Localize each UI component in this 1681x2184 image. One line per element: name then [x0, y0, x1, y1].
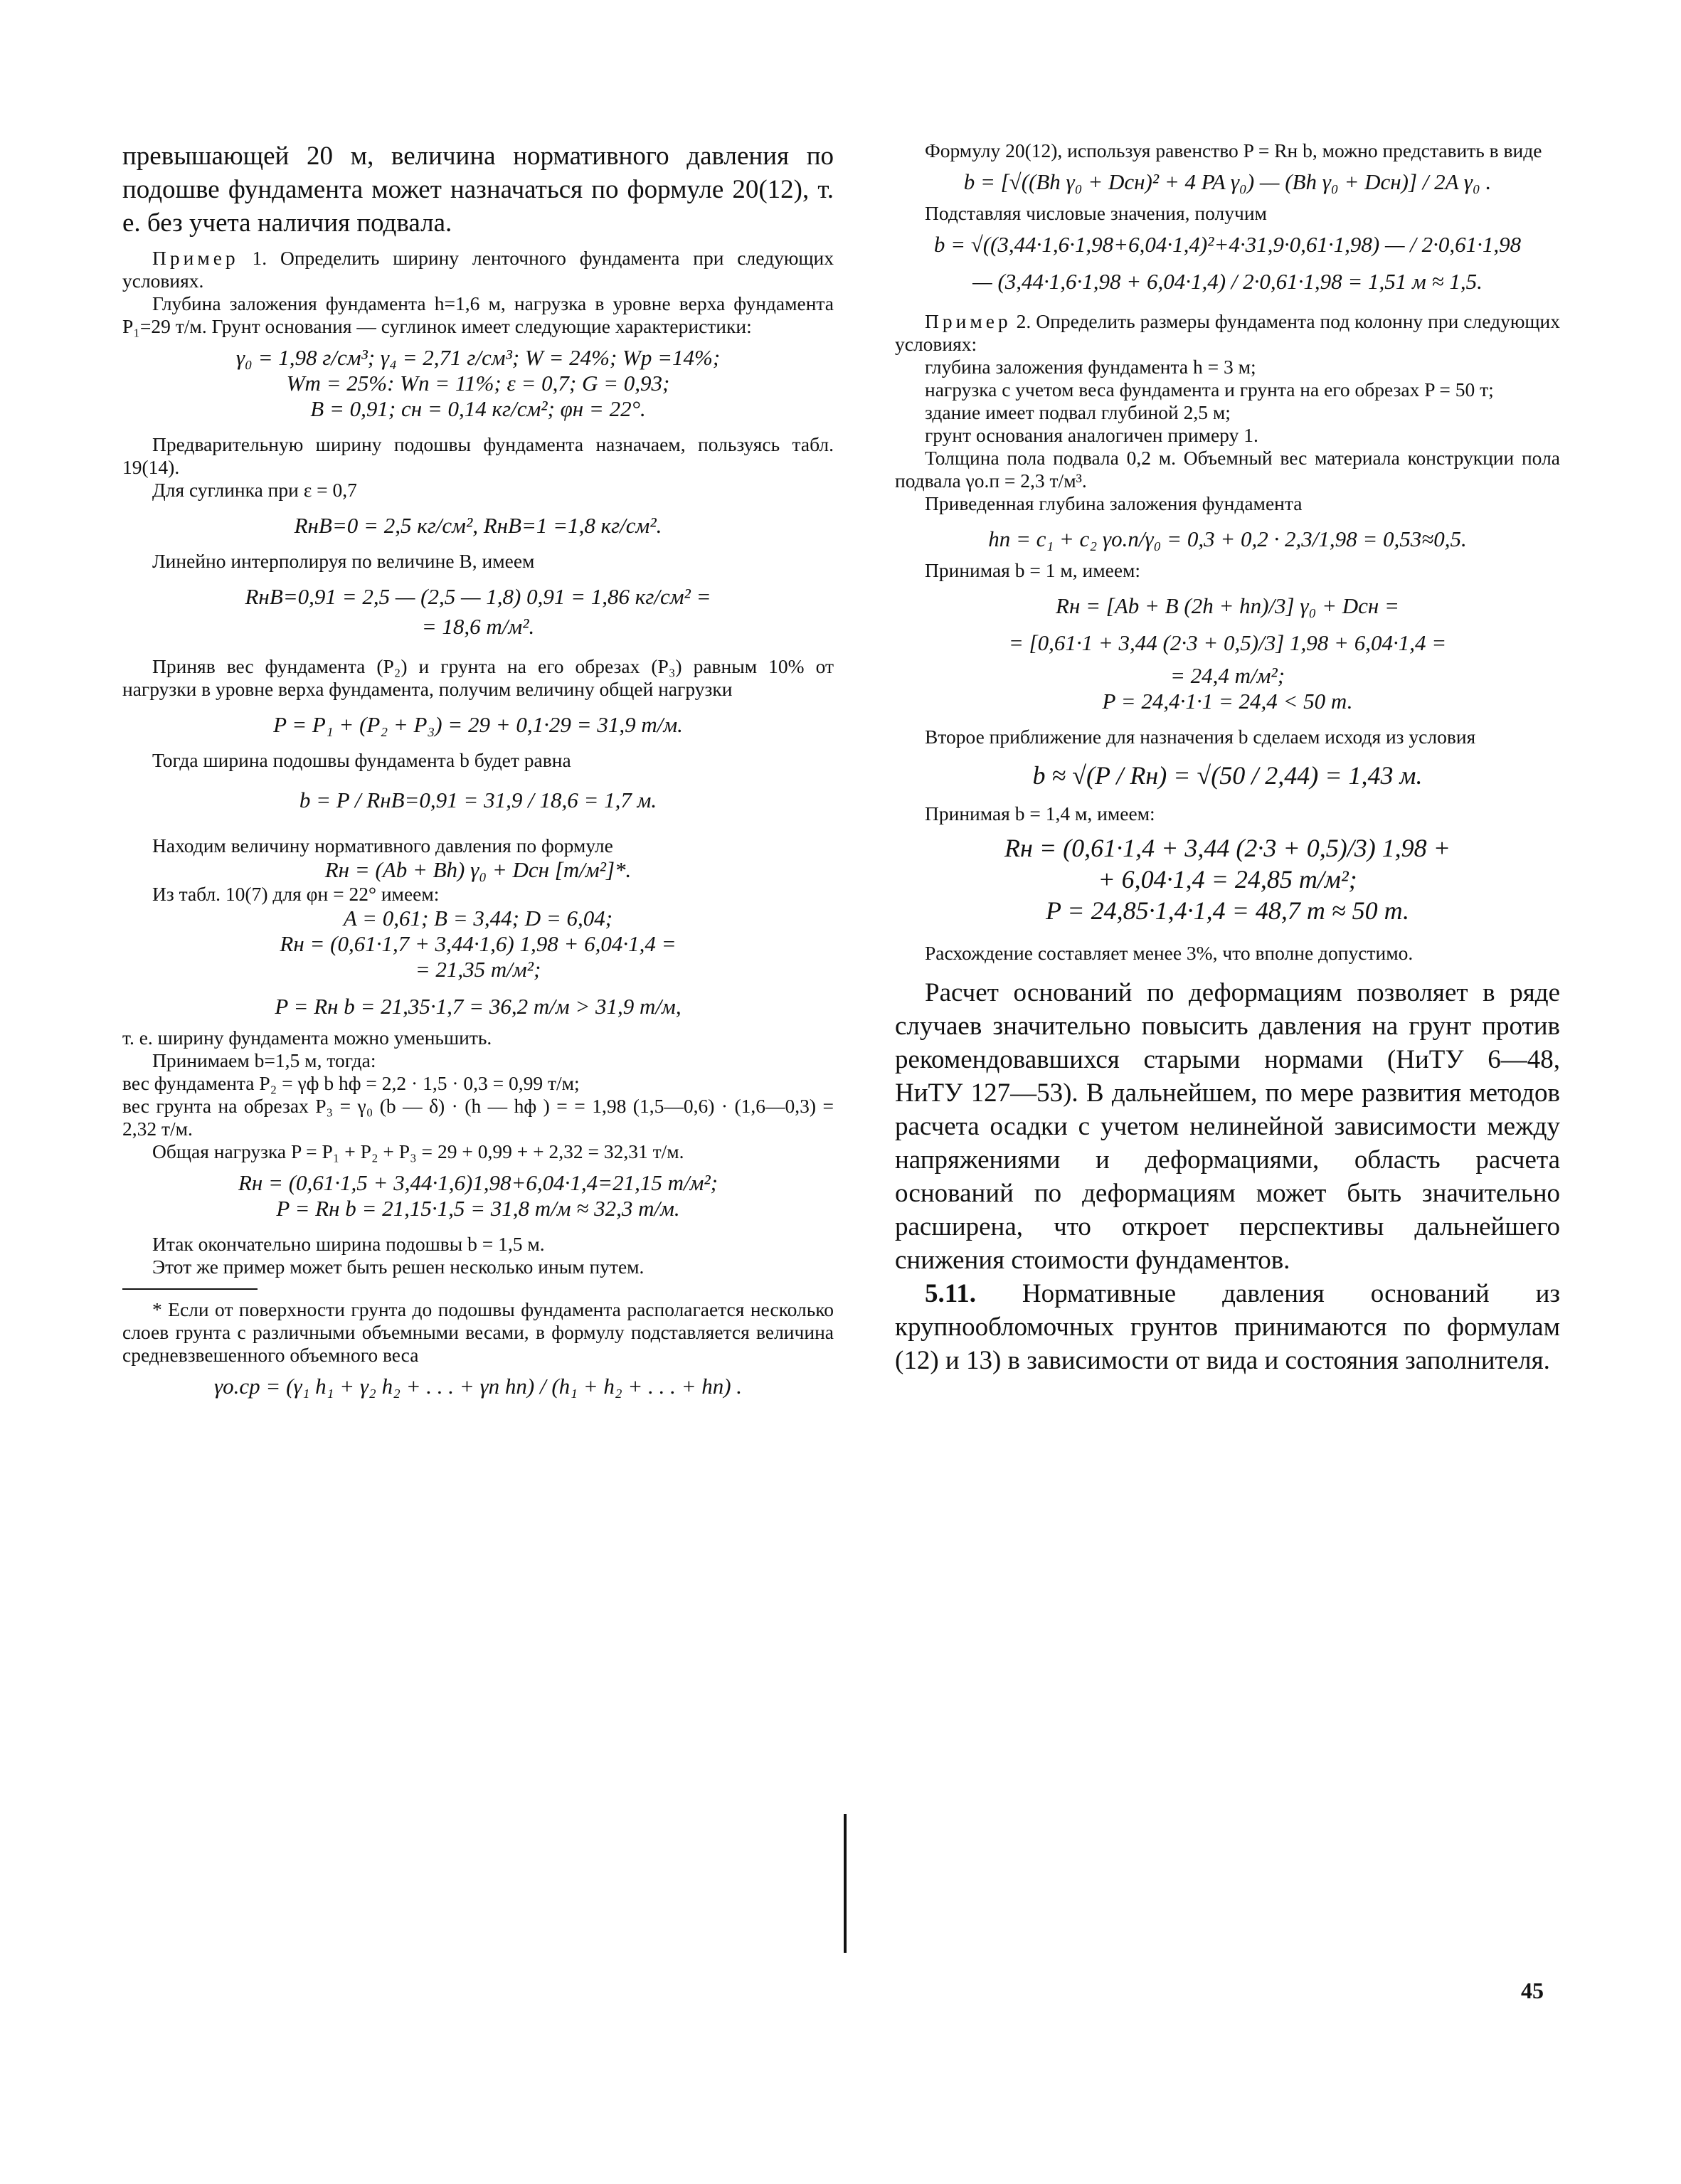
- page-number: 45: [1521, 1978, 1544, 2003]
- equation-footnote-weighted-average: γо.ср = (γ₁ h₁ + γ₂ h₂ + . . . + γn hn) / (h₁ + h₂ + . . . + hn) .: [213, 1374, 743, 1399]
- alternative-path-text: Этот же пример может быть решен несколько иным путем.: [152, 1256, 645, 1278]
- second-approx-text: Второе приближение для назначения b сделаем исходя из условия: [925, 726, 1476, 748]
- equation-rn-first-b: = 21,35 т/м²;: [415, 957, 541, 982]
- equation-interpolation-1: RнB=0,91 = 2,5 — (2,5 — 1,8) 0,91 = 1,86 кг/см² =: [245, 584, 711, 609]
- condition-soil: грунт основания аналогичен примеру 1.: [925, 424, 1258, 446]
- footnote-text: * Если от поверхности грунта до подошвы фундамента располагается несколько слоев грунта с различными объемными весами, в формулу подставляется величина средневзвешенного объемного веса: [122, 1298, 834, 1366]
- soil-weight-text: вес грунта на обрезах P₃ = γ₀ (b — δ) · (h — hф ) = = 1,98 (1,5—0,6) · (1,6—0,3) = 2,32 т/м.: [122, 1095, 834, 1140]
- accept-b14-text: Принимая b = 1,4 м, имеем:: [925, 802, 1155, 825]
- interpolation-text: Линейно интерполируя по величине B, имеем: [152, 550, 535, 572]
- equation-total-load: P = P₁ + (P₂ + P₃) = 29 + 0,1·29 = 31,9 т/м.: [273, 712, 683, 737]
- equation-interpolation-2: = 18,6 т/м².: [421, 614, 535, 639]
- margin-change-bar: [844, 1814, 847, 1953]
- section-text: Нормативные давления оснований из крупнообломочных грунтов принимаются по формулам (12) и 13) в зависимости от вида и состояния заполнителя.: [895, 1279, 1560, 1375]
- equation-rn-numeric: = [0,61·1 + 3,44 (2·3 + 0,5)/3] 1,98 + 6,04·1,4 =: [1008, 630, 1447, 655]
- condition-basement: здание имеет подвал глубиной 2,5 м;: [925, 401, 1231, 423]
- equation-p-fourth: P = 24,85·1,4·1,4 = 48,7 т ≈ 50 т.: [1045, 896, 1410, 925]
- table-reference-text: Из табл. 10(7) для φн = 22° имеем:: [152, 883, 440, 905]
- accept-b1-text: Принимая b = 1 м, имеем:: [925, 559, 1141, 581]
- width-intro-text: Тогда ширина подошвы фундамента b будет равна: [152, 749, 571, 771]
- normative-pressure-text: Находим величину нормативного давления по формуле: [152, 834, 613, 857]
- substitution-text: Подставляя числовые значения, получим: [925, 202, 1267, 224]
- deformation-calc-paragraph: Расчет оснований по деформациям позволяет в ряде случаев значительно повысить давления на грунт против рекомендовавшихся старыми нормами (НиТУ 6—48, НиТУ 127—53). В дальнейшем, по мере развития методов расчета осадки с учетом нелинейной зависимости между напряжениями и деформациями, область расчета оснований по деформациям может быть значительно расширена, что откроет перспективы дальнейшего снижения стоимости фундаментов.: [895, 978, 1560, 1275]
- reduced-depth-text: Приведенная глубина заложения фундамента: [925, 492, 1303, 514]
- equation-reduced-depth: hп = c₁ + c₂ γо.п/γ₀ = 0,3 + 0,2 · 2,3/1,98 = 0,53≈0,5.: [988, 526, 1467, 551]
- equation-b-numeric-1: b = √((3,44·1,6·1,98+6,04·1,4)²+4·31,9·0,61·1,98) — / 2·0,61·1,98: [933, 232, 1522, 257]
- reduce-width-text: т. е. ширину фундамента можно уменьшить.: [122, 1027, 492, 1049]
- total-load-recalc-text: Общая нагрузка P = P₁ + P₂ + P₃ = 29 + 0,99 + + 2,32 = 32,31 т/м.: [152, 1140, 684, 1162]
- condition-depth: глубина заложения фундамента h = 3 м;: [925, 356, 1256, 378]
- example1-heading: [122, 247, 834, 292]
- footnote-divider: [122, 1288, 258, 1290]
- equation-p-first: P = Rн b = 21,35·1,7 = 36,2 т/м > 31,9 т/м,: [275, 994, 682, 1019]
- example1-label: Пример: [152, 247, 239, 269]
- example1-conditions: Глубина заложения фундамента h=1,6 м, нагрузка в уровне верха фундамента P₁=29 т/м. Грунт основания — суглинок имеет следующие характеристики:: [122, 292, 834, 337]
- left-column: [122, 139, 834, 1399]
- equation-normative-formula: Rн = (Ab + Bh) γ₀ + Dcн [т/м²]*.: [324, 857, 632, 882]
- right-column: [895, 139, 1560, 1377]
- equation-rn-b14-a: Rн = (0,61·1,4 + 3,44 (2·3 + 0,5)/3) 1,98 +: [1004, 834, 1451, 862]
- equation-p-second: P = Rн b = 21,15·1,5 = 31,8 т/м ≈ 32,3 т/м.: [276, 1196, 680, 1221]
- section-number: 5.11.: [925, 1279, 976, 1308]
- equation-b-general: b = [√((Bh γ₀ + Dcн)² + 4 PA γ₀) — (Bh γ₀ + Dcн)] / 2A γ₀ .: [963, 169, 1492, 194]
- equation-rn-second: Rн = (0,61·1,5 + 3,44·1,6)1,98+6,04·1,4=21,15 т/м²;: [238, 1170, 718, 1195]
- equation-rn-b14-b: + 6,04·1,4 = 24,85 т/м²;: [1098, 865, 1357, 894]
- accept-width-text: Принимаем b=1,5 м, тогда:: [152, 1049, 376, 1071]
- total-load-text: Приняв вес фундамента (P₂) и грунта на его обрезах (P₃) равным 10% от нагрузки в уровне верха фундамента, получим величину общей нагрузки: [122, 655, 834, 700]
- equation-rn-first-a: Rн = (0,61·1,7 + 3,44·1,6) 1,98 + 6,04·1,4 =: [280, 931, 677, 956]
- intro-paragraph: превышающей 20 м, величина нормативного давления по подошве фундамента может назначаться по формуле 20(12), т. е. без учета наличия подвала.: [122, 142, 834, 238]
- equation-b-approx: b ≈ √(P / Rн) = √(50 / 2,44) = 1,43 м.: [1032, 761, 1423, 790]
- floor-thickness-text: Толщина пола подвала 0,2 м. Объемный вес материала конструкции пола подвала γо.п = 2,3 т/м³.: [895, 447, 1560, 492]
- final-width-text: Итак окончательно ширина подошвы b = 1,5 м.: [152, 1233, 545, 1255]
- example2-label: Пример: [925, 310, 1012, 332]
- for-loam-text: Для суглинка при ε = 0,7: [152, 479, 357, 501]
- condition-load: нагрузка с учетом веса фундамента и грунта на его обрезах P = 50 т;: [925, 378, 1494, 401]
- formula-intro-text: Формулу 20(12), используя равенство P = Rн b, можно представить в виде: [925, 139, 1542, 161]
- equation-width-b: b = P / RнB=0,91 = 31,9 / 18,6 = 1,7 м.: [299, 788, 657, 812]
- soil-characteristics-line3: B = 0,91; cн = 0,14 кг/см²; φн = 22°.: [310, 396, 646, 421]
- equation-coefficients: A = 0,61; B = 3,44; D = 6,04;: [343, 906, 613, 931]
- equation-p-third: P = 24,4·1·1 = 24,4 < 50 т.: [1102, 689, 1353, 714]
- equation-rn-result: = 24,4 т/м²;: [1170, 663, 1285, 688]
- example2-heading: [895, 310, 1560, 356]
- equation-rn-general: Rн = [Ab + B (2h + hп)/3] γ₀ + Dcн =: [1056, 593, 1399, 618]
- example1-text: 1. Определить ширину ленточного фундамента при следующих условиях.: [122, 247, 834, 292]
- foundation-weight-text: вес фундамента P₂ = γф b hф = 2,2 · 1,5 · 0,3 = 0,99 т/м;: [122, 1072, 580, 1094]
- example2-text: 2. Определить размеры фундамента под колонну при следующих условиях:: [895, 310, 1561, 355]
- equation-r-values: RнB=0 = 2,5 кг/см², RнB=1 =1,8 кг/см².: [294, 513, 662, 538]
- soil-characteristics-line2: Wт = 25%: Wп = 11%; ε = 0,7; G = 0,93;: [286, 371, 670, 396]
- equation-b-numeric-2: — (3,44·1,6·1,98 + 6,04·1,4) / 2·0,61·1,98 = 1,51 м ≈ 1,5.: [972, 269, 1483, 294]
- preliminary-width-text: Предварительную ширину подошвы фундамента назначаем, пользуясь табл. 19(14).: [122, 433, 834, 478]
- discrepancy-text: Расхождение составляет менее 3%, что вполне допустимо.: [925, 942, 1414, 964]
- section-5-11-paragraph: [895, 1277, 1560, 1377]
- soil-characteristics-line1: γ₀ = 1,98 г/см³; γ₄ = 2,71 г/см³; W = 24%; Wр =14%;: [235, 345, 721, 370]
